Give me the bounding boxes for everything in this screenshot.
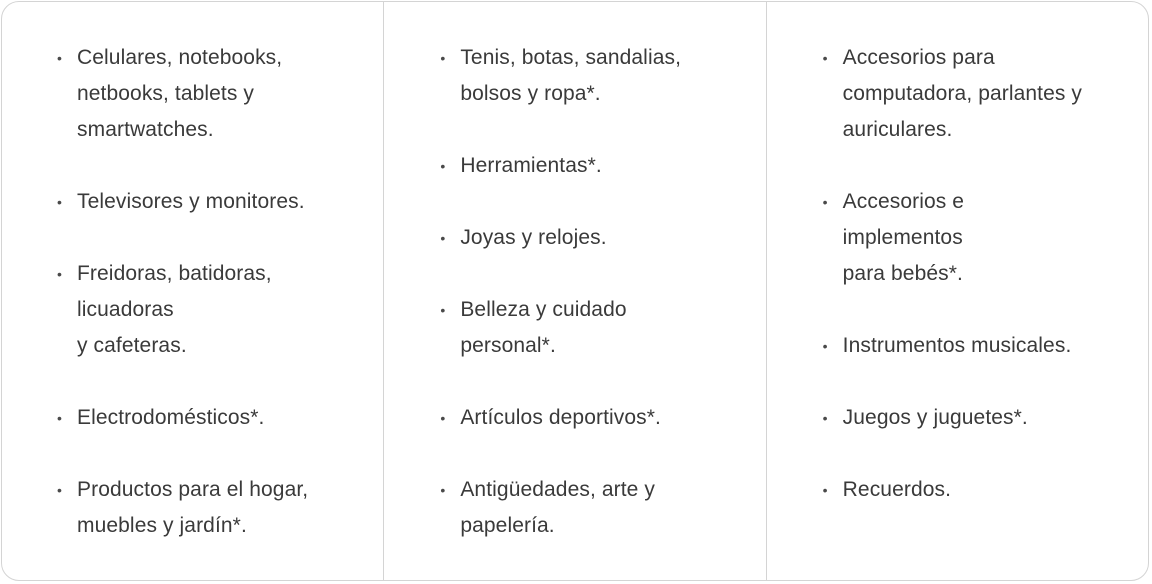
list-item-label: Electrodomésticos*. xyxy=(77,406,265,429)
category-list xyxy=(384,40,765,544)
list-item xyxy=(440,40,745,112)
bullet-icon: • xyxy=(822,50,828,66)
category-list xyxy=(2,40,383,544)
list-item-label: Juegos y juguetes*. xyxy=(842,406,1028,429)
bullet-icon: • xyxy=(440,410,446,426)
bullet-icon: • xyxy=(440,230,446,246)
category-list xyxy=(767,40,1148,508)
bullet-icon: • xyxy=(822,338,828,354)
list-item-label: Accesorios para computadora, parlantes y auriculares. xyxy=(842,46,1083,141)
column-2 xyxy=(383,2,765,580)
list-item xyxy=(57,400,363,436)
list-item xyxy=(440,472,745,544)
bullet-icon: • xyxy=(440,482,446,498)
list-item-label: Tenis, botas, sandalias, bolsos y ropa*. xyxy=(460,46,682,105)
list-item-label: Artículos deportivos*. xyxy=(460,406,661,429)
list-item xyxy=(822,40,1128,148)
bullet-icon: • xyxy=(57,482,63,498)
list-item-label: Televisores y monitores. xyxy=(77,190,305,213)
list-item-label: Belleza y cuidado personal*. xyxy=(460,298,627,357)
list-item-label: Instrumentos musicales. xyxy=(842,334,1072,357)
list-item xyxy=(440,292,745,364)
list-item xyxy=(57,184,363,220)
list-item xyxy=(822,184,1128,292)
list-item-label: Joyas y relojes. xyxy=(460,226,607,249)
bullet-icon: • xyxy=(822,194,828,210)
list-item xyxy=(822,328,1128,364)
bullet-icon: • xyxy=(822,410,828,426)
list-item xyxy=(822,400,1128,436)
bullet-icon: • xyxy=(440,158,446,174)
bullet-icon: • xyxy=(822,482,828,498)
list-item-label: Productos para el hogar, muebles y jardín*. xyxy=(77,478,309,537)
bullet-icon: • xyxy=(440,50,446,66)
list-item xyxy=(57,40,363,148)
list-item-label: Freidoras, batidoras, licuadoras y cafeteras. xyxy=(77,262,272,357)
categories-table xyxy=(1,1,1149,581)
list-item-label: Accesorios e implementos para bebés*. xyxy=(842,190,965,285)
list-item xyxy=(57,472,363,544)
column-3 xyxy=(766,2,1148,580)
list-item-label: Herramientas*. xyxy=(460,154,602,177)
bullet-icon: • xyxy=(440,302,446,318)
bullet-icon: • xyxy=(57,194,63,210)
list-item xyxy=(57,256,363,364)
list-item xyxy=(440,148,745,184)
list-item-label: Antigüedades, arte y papelería. xyxy=(460,478,655,537)
bullet-icon: • xyxy=(57,266,63,282)
list-item-label: Recuerdos. xyxy=(842,478,952,501)
list-item-label: Celulares, notebooks, netbooks, tablets y smartwatches. xyxy=(77,46,283,141)
list-item xyxy=(822,472,1128,508)
bullet-icon: • xyxy=(57,410,63,426)
column-1 xyxy=(2,2,383,580)
bullet-icon: • xyxy=(57,50,63,66)
list-item xyxy=(440,400,745,436)
list-item xyxy=(440,220,745,256)
